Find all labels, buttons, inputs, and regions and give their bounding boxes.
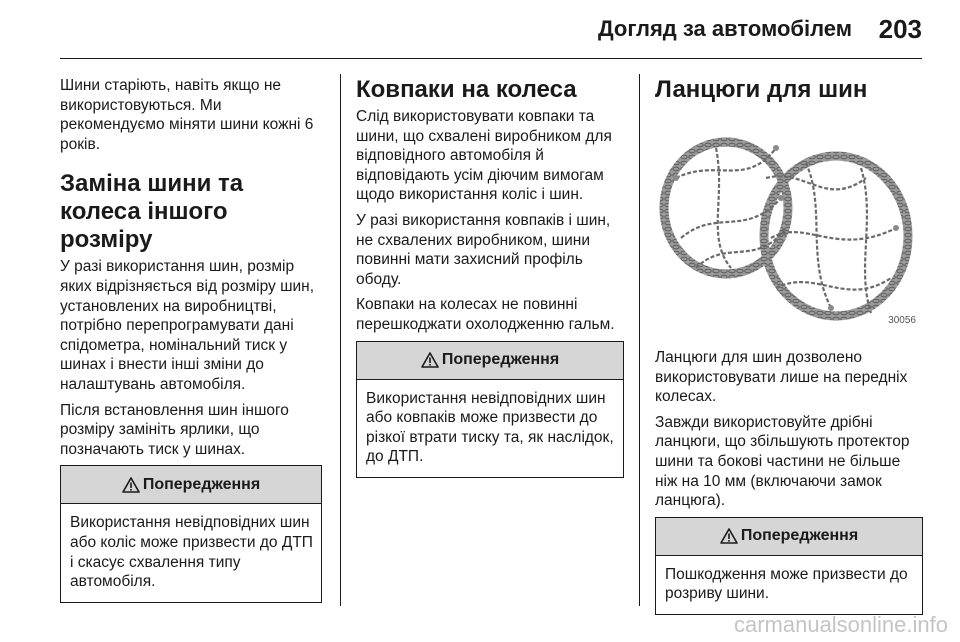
warning-text: Пошкодження може призвести до розриву шини. [665,565,908,603]
warning-box [60,465,322,602]
section-title: Догляд за автомобілем [597,16,852,41]
figure-number: 30056 [888,315,916,326]
paragraph: У разі використання ковпаків і шин, не схвалених виробником, шини повинні мати захисний профіль ободу. [356,211,611,288]
paragraph: У разі використання шин, розмір яких відрізняється від розміру шин, установлених на виробництві, потрібно перепрограмувати дані спідометра, номінальний тиск у шинах і внести інші зміни до налаштувань автомобіля. [60,258,315,393]
heading-tire-size: Заміна шини та колеса іншого розміру [60,170,244,254]
warning-triangle-icon [122,477,140,493]
column-divider [639,74,640,606]
warning-text: Використання невідповідних шин або ковпаків може призвести до різкої втрати тиску та, як наслідок, до ДТП. [366,389,614,466]
warning-header [656,518,922,556]
warning-header [61,466,321,504]
intro-paragraph: Шини старіють, навіть якщо не використовуються. Ми рекомендуємо міняти шини кожні 6 років. [60,77,314,153]
warning-box [655,517,923,615]
paragraph: Ковпаки на колесах не повинні перешкоджати охолодженню гальм. [356,296,615,333]
warning-triangle-icon [421,352,439,368]
snow-chain-drawing [656,118,922,334]
heading-wheel-covers: Ковпаки на колеса [356,76,577,103]
paragraph: Ланцюги для шин дозволено використовувати лише на передніх колесах. [655,349,908,406]
column-middle [356,76,624,478]
warning-header [357,342,623,380]
warning-box [356,341,624,478]
paragraph: Слід використовувати ковпаки та шини, що схвалені виробником для відповідного автомобіля й відповідають усім діючим вимогам щодо використання коліс і шин. [356,108,612,204]
warning-text: Використання невідповідних шин або коліс може призвести до ДТП і скасує схвалення типу автомобіля. [70,514,313,591]
page-number: 203 [878,14,922,44]
page-header [0,0,960,60]
warning-title: Попередження [740,527,859,545]
watermark: carmanualsonline.info [733,612,948,637]
paragraph: Завжди використовуйте дрібні ланцюги, що збільшують протектор шини та бокові частини не більше ніж на 10 мм (включаючи замок ланцюга). [655,413,910,510]
heading-snow-chains: Ланцюги для шин [655,76,868,103]
warning-title: Попередження [441,351,560,369]
column-divider [340,74,341,606]
snow-chain-illustration [656,118,922,334]
column-left [60,76,322,603]
warning-title: Попередження [142,475,261,493]
header-divider [60,58,922,59]
warning-triangle-icon [720,528,738,544]
column-right [655,76,923,615]
paragraph: Після встановлення шин іншого розміру замініть ярлики, що позначають тиск у шинах. [60,401,289,458]
